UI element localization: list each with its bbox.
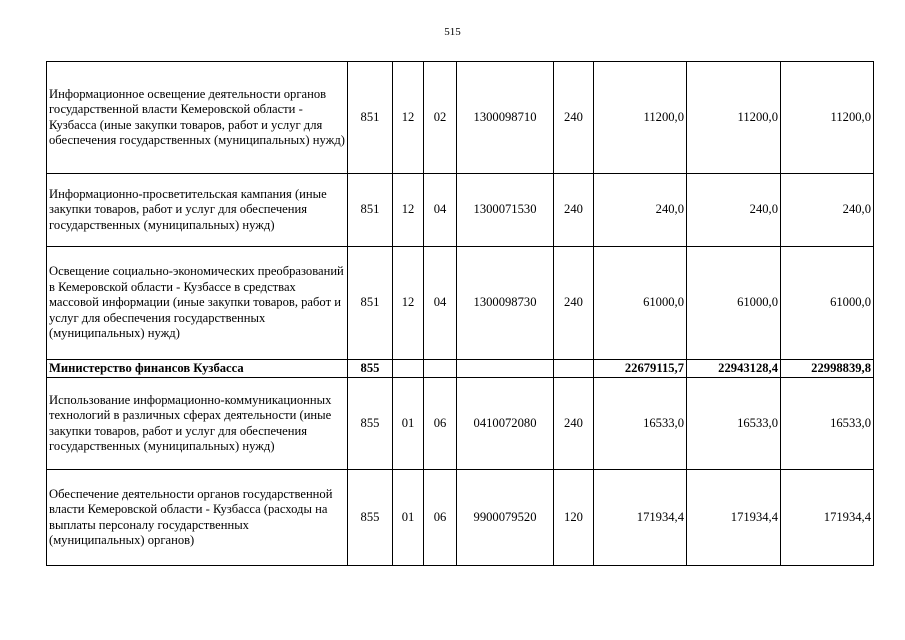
sum-year-2: 16533,0 xyxy=(687,378,781,470)
ministry-code: 851 xyxy=(348,174,393,247)
sum-year-3: 16533,0 xyxy=(781,378,874,470)
budget-table xyxy=(46,61,874,566)
expense-name: Информационно-просветительская кампания (иные закупки товаров, работ и услуг для обеспечения государственных (муниципальных) нужд) xyxy=(47,174,348,247)
section-code: 01 xyxy=(393,470,424,566)
table-row xyxy=(47,62,874,174)
subsection-code: 06 xyxy=(424,378,457,470)
expense-type-code xyxy=(554,360,594,378)
sum-year-2: 22943128,4 xyxy=(687,360,781,378)
expense-type-code: 240 xyxy=(554,62,594,174)
table-row xyxy=(47,174,874,247)
section-code: 01 xyxy=(393,378,424,470)
sum-year-2: 11200,0 xyxy=(687,62,781,174)
sum-year-3: 11200,0 xyxy=(781,62,874,174)
section-code xyxy=(393,360,424,378)
expense-type-code: 240 xyxy=(554,247,594,360)
sum-year-3: 171934,4 xyxy=(781,470,874,566)
sum-year-1: 16533,0 xyxy=(594,378,687,470)
sum-year-3: 61000,0 xyxy=(781,247,874,360)
table-row xyxy=(47,247,874,360)
target-code xyxy=(457,360,554,378)
sum-year-1: 61000,0 xyxy=(594,247,687,360)
target-code: 1300098710 xyxy=(457,62,554,174)
subsection-code: 04 xyxy=(424,247,457,360)
table-row xyxy=(47,470,874,566)
subsection-code: 02 xyxy=(424,62,457,174)
ministry-code: 855 xyxy=(348,470,393,566)
expense-name: Использование информационно-коммуникационных технологий в различных сферах деятельности (иные закупки товаров, работ и услуг для обеспечения государственных (муниципальных) нужд) xyxy=(47,378,348,470)
target-code: 9900079520 xyxy=(457,470,554,566)
sum-year-1: 11200,0 xyxy=(594,62,687,174)
expense-type-code: 240 xyxy=(554,174,594,247)
page-number: 515 xyxy=(444,26,461,38)
expense-name: Обеспечение деятельности органов государственной власти Кемеровской области - Кузбасса (расходы на выплаты персоналу государственных (муниципальных) органов) xyxy=(47,470,348,566)
target-code: 1300098730 xyxy=(457,247,554,360)
sum-year-1: 22679115,7 xyxy=(594,360,687,378)
section-code: 12 xyxy=(393,174,424,247)
ministry-code: 851 xyxy=(348,62,393,174)
subsection-code: 06 xyxy=(424,470,457,566)
subsection-code xyxy=(424,360,457,378)
ministry-code: 851 xyxy=(348,247,393,360)
sum-year-3: 240,0 xyxy=(781,174,874,247)
sum-year-1: 171934,4 xyxy=(594,470,687,566)
expense-type-code: 120 xyxy=(554,470,594,566)
table-row xyxy=(47,378,874,470)
expense-name: Министерство финансов Кузбасса xyxy=(47,360,348,378)
target-code: 0410072080 xyxy=(457,378,554,470)
expense-name: Информационное освещение деятельности органов государственной власти Кемеровской области - Кузбасса (иные закупки товаров, работ и услуг для обеспечения государственных (муниципальных) нужд) xyxy=(47,62,348,174)
target-code: 1300071530 xyxy=(457,174,554,247)
table-row xyxy=(47,360,874,378)
sum-year-2: 240,0 xyxy=(687,174,781,247)
sum-year-2: 61000,0 xyxy=(687,247,781,360)
expense-type-code: 240 xyxy=(554,378,594,470)
sum-year-3: 22998839,8 xyxy=(781,360,874,378)
sum-year-2: 171934,4 xyxy=(687,470,781,566)
expense-name: Освещение социально-экономических преобразований в Кемеровской области - Кузбассе в средствах массовой информации (иные закупки товаров, работ и услуг для обеспечения государственных (муниципальных) нужд) xyxy=(47,247,348,360)
ministry-code: 855 xyxy=(348,378,393,470)
section-code: 12 xyxy=(393,247,424,360)
section-code: 12 xyxy=(393,62,424,174)
ministry-code: 855 xyxy=(348,360,393,378)
subsection-code: 04 xyxy=(424,174,457,247)
sum-year-1: 240,0 xyxy=(594,174,687,247)
